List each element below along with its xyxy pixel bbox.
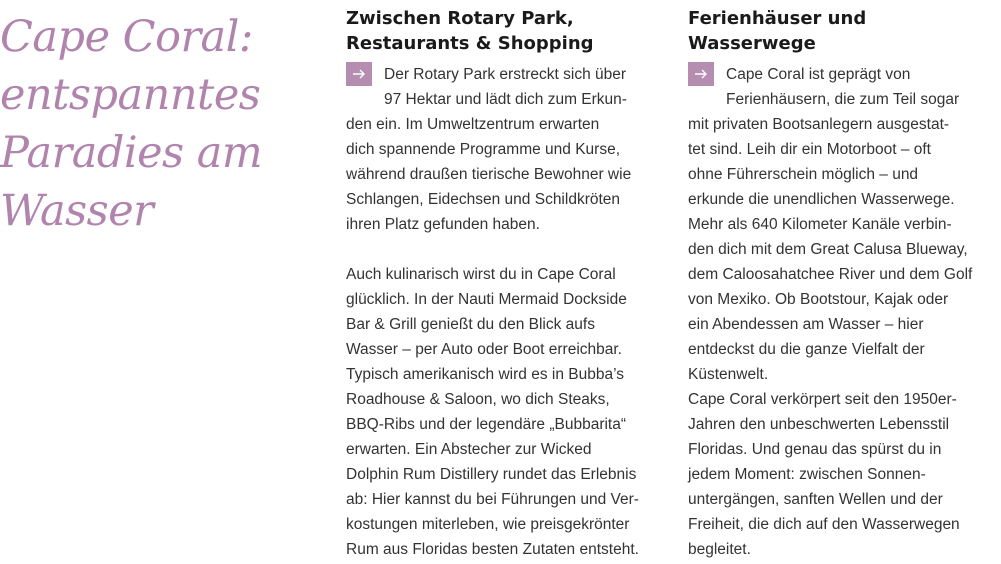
- section-title-line: Restaurants & Shopping: [346, 33, 594, 54]
- text-line: kostungen miterleben, wie preisgekrönter: [346, 516, 630, 533]
- text-line: von Mexiko. Ob Bootstour, Kajak oder: [688, 291, 949, 308]
- paragraph: [688, 62, 1001, 387]
- text-line: Cape Coral verkörpert seit den 1950er-: [688, 391, 957, 408]
- text-line: entdeckst du die ganze Vielfalt der: [688, 341, 925, 358]
- paragraph: [688, 387, 1001, 562]
- headline-line: Paradies am: [0, 128, 263, 178]
- text-line: untergängen, sanften Wellen und der: [688, 491, 943, 508]
- text-line: erwarten. Ein Abstecher zur Wicked: [346, 441, 592, 458]
- column-ferienhaeuser: [688, 6, 1001, 562]
- text-line: tet sind. Leih dir ein Motorboot – oft: [688, 141, 931, 158]
- arrow-right-icon: [346, 62, 372, 86]
- arrow-right-icon: [688, 62, 714, 86]
- paragraph-spacer: [346, 237, 664, 262]
- text-line: Wasser – per Auto oder Boot erreichbar.: [346, 341, 622, 358]
- paragraph: [346, 262, 664, 562]
- text-line: ab: Hier kannst du bei Führungen und Ver-: [346, 491, 639, 508]
- section-title: [688, 6, 1001, 56]
- page-headline: [0, 8, 330, 240]
- column-rotary-park: [346, 6, 664, 562]
- text-line: Dolphin Rum Distillery rundet das Erlebnis: [346, 466, 637, 483]
- text-line: den ein. Im Umweltzentrum erwarten: [346, 116, 600, 133]
- text-line: erkunde die unendlichen Wasserwege.: [688, 191, 955, 208]
- text-line: glücklich. In der Nauti Mermaid Dockside: [346, 291, 627, 308]
- text-line: Jahren den unbeschwerten Lebensstil: [688, 416, 950, 433]
- text-line: ein Abendessen am Wasser – hier: [688, 316, 924, 333]
- headline-line: entspanntes: [0, 70, 261, 120]
- text-line: Ferienhäusern, die zum Teil sogar: [726, 91, 960, 108]
- text-line: Küstenwelt.: [688, 366, 769, 383]
- text-line: 97 Hektar und lädt dich zum Erkun-: [384, 91, 627, 108]
- text-line: dem Caloosahatchee River und dem Golf: [688, 266, 973, 283]
- text-line: Schlangen, Eidechsen und Schildkröten: [346, 191, 621, 208]
- text-line: Cape Coral ist geprägt von: [726, 66, 911, 83]
- text-line: Der Rotary Park erstreckt sich über: [384, 66, 627, 83]
- text-line: Floridas. Und genau das spürst du in: [688, 441, 942, 458]
- section-body: [688, 62, 1001, 562]
- text-line: Auch kulinarisch wirst du in Cape Coral: [346, 266, 616, 283]
- text-line: Freiheit, die dich auf den Wasserwegen: [688, 516, 960, 533]
- text-line: ihren Platz gefunden haben.: [346, 216, 540, 233]
- text-line: ohne Führerschein möglich – und: [688, 166, 919, 183]
- section-title: [346, 6, 664, 56]
- text-line: begleitet.: [688, 541, 751, 558]
- text-line: den dich mit dem Great Calusa Blueway,: [688, 241, 968, 258]
- text-line: Bar & Grill genießt du den Blick aufs: [346, 316, 595, 333]
- text-line: Rum aus Floridas besten Zutaten entsteht.: [346, 541, 639, 558]
- headline-line: Wasser: [0, 186, 154, 236]
- section-body: [346, 62, 664, 562]
- text-line: Roadhouse & Saloon, wo dich Steaks,: [346, 391, 610, 408]
- text-line: Typisch amerikanisch wird es in Bubba’s: [346, 366, 624, 383]
- text-line: jedem Moment: zwischen Sonnen-: [688, 466, 926, 483]
- section-title-line: Wasserwege: [688, 33, 816, 54]
- text-line: dich spannende Programme und Kurse,: [346, 141, 620, 158]
- text-line: BBQ-Ribs und der legendäre „Bubbarita“: [346, 416, 627, 433]
- text-line: Mehr als 640 Kilometer Kanäle verbin-: [688, 216, 952, 233]
- text-line: während draußen tierische Bewohner wie: [346, 166, 632, 183]
- section-title-line: Zwischen Rotary Park,: [346, 8, 574, 29]
- paragraph: [346, 62, 664, 237]
- headline-line: Cape Coral:: [0, 12, 253, 62]
- text-line: mit privaten Bootsanlegern ausgestat-: [688, 116, 950, 133]
- section-title-line: Ferienhäuser und: [688, 8, 867, 29]
